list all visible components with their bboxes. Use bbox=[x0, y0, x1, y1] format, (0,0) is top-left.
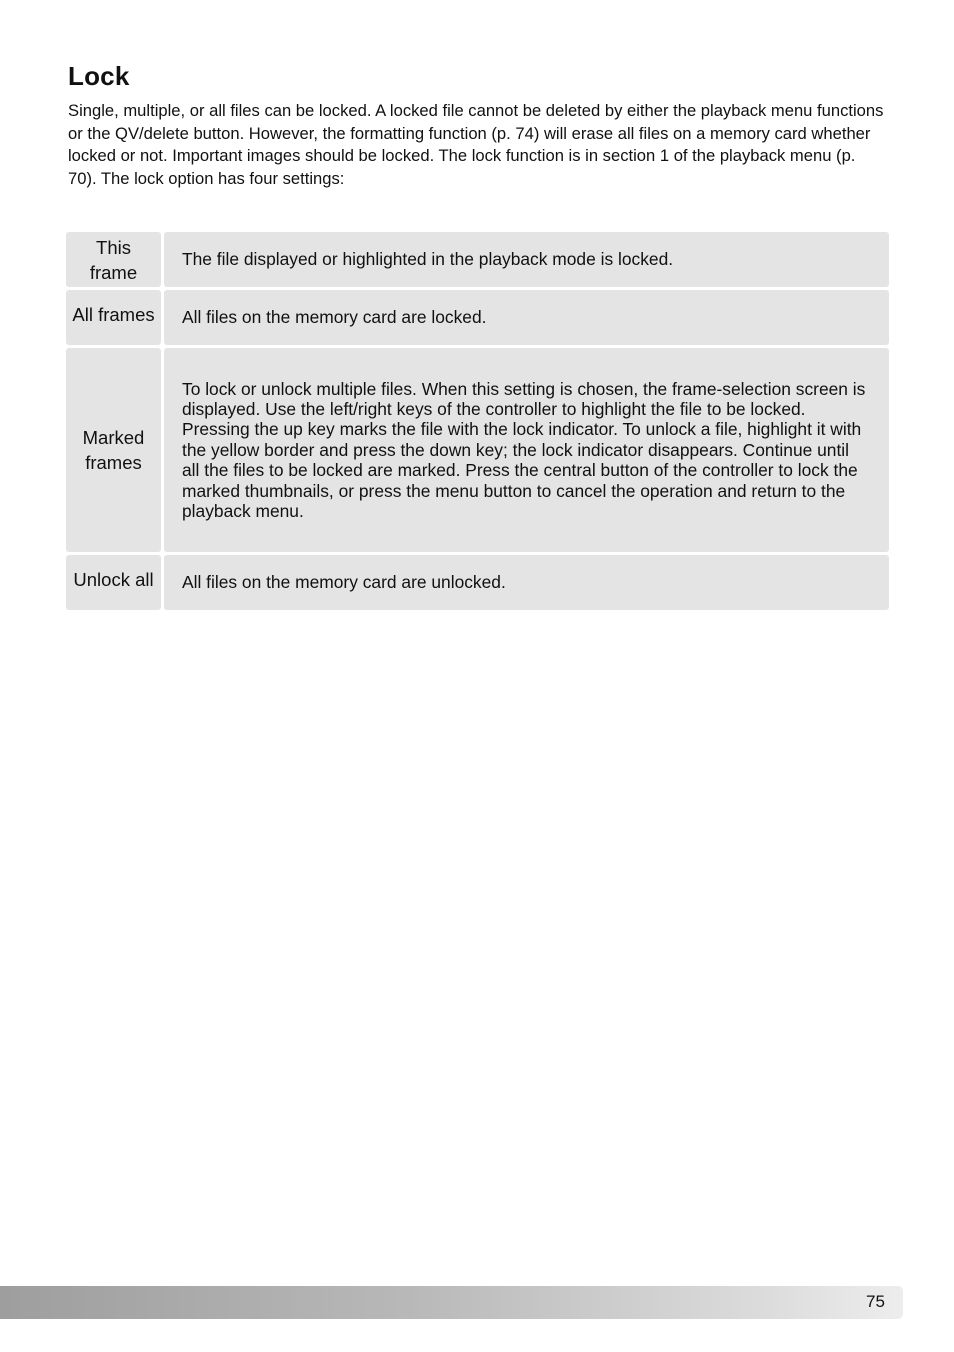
setting-label: All frames bbox=[66, 290, 161, 345]
page-number: 75 bbox=[866, 1292, 885, 1311]
table-row bbox=[66, 555, 889, 610]
setting-description: All files on the memory card are unlocked. bbox=[164, 555, 889, 610]
table-row bbox=[66, 232, 889, 287]
page-title: Lock bbox=[68, 61, 130, 91]
setting-label: Marked frames bbox=[66, 348, 161, 552]
intro-paragraph: Single, multiple, or all files can be locked. A locked file cannot be deleted by either the playback menu functions or the QV/delete button. However, the formatting function (p. 74) will erase all files on a memory card whether locked or not. Important images should be locked. The lock function is in section 1 of the playback menu (p. 70). The lock option has four settings: bbox=[68, 101, 884, 188]
table-row bbox=[66, 348, 889, 552]
footer-bar bbox=[0, 1286, 903, 1319]
setting-label: This frame bbox=[66, 232, 161, 287]
setting-description: The file displayed or highlighted in the playback mode is locked. bbox=[164, 232, 889, 287]
lock-settings-table bbox=[66, 232, 889, 613]
setting-description: To lock or unlock multiple files. When this setting is chosen, the frame-selection screen is displayed. Use the left/right keys of the controller to highlight the file to be locked. Pressing the up key marks the file with the lock indicator. To unlock a file, highlight it with the yellow border and press the down key; the lock indicator disappears. Continue until all the files to be locked are marked. Press the central button of the controller to lock the marked thumbnails, or press the menu button to cancel the operation and return to the playback menu. bbox=[164, 348, 889, 552]
setting-description: All files on the memory card are locked. bbox=[164, 290, 889, 345]
setting-label: Unlock all bbox=[66, 555, 161, 610]
table-row bbox=[66, 290, 889, 345]
